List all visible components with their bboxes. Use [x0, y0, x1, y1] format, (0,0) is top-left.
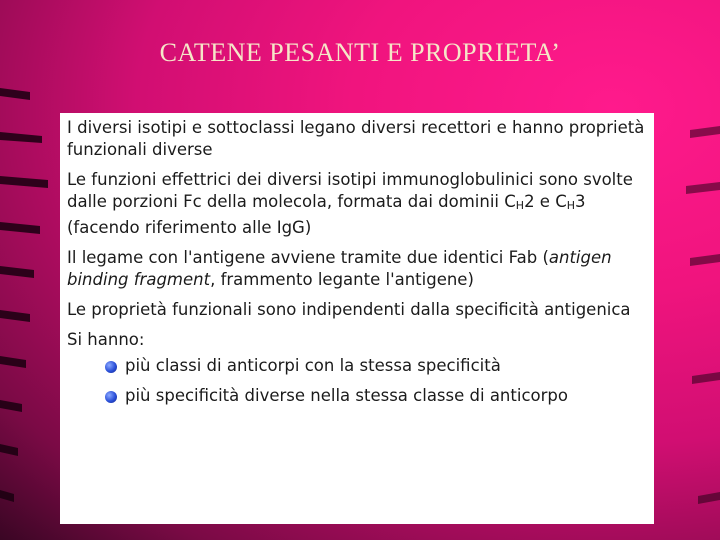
list-item	[105, 355, 652, 377]
slide-title: CATENE PESANTI E PROPRIETA’	[159, 38, 561, 67]
paragraph-si-hanno: Si hanno:	[67, 330, 145, 349]
paragraph-isotypes: I diversi isotipi e sottoclassi legano diversi recettori e hanno proprietà funzionali diverse	[67, 118, 645, 159]
bullet-text: più specificità diverse nella stessa classe di anticorpo	[125, 386, 568, 405]
paragraph-effector-functions	[67, 169, 652, 239]
content-panel	[60, 113, 654, 524]
paragraph-effector-text-b: 2 e C	[524, 192, 567, 211]
bullet-icon	[105, 391, 117, 403]
paragraph-effector-text-c: 3 (facendo riferimento alle IgG)	[67, 192, 586, 237]
paragraph-antigen-italic: antigen binding fragment	[67, 248, 612, 289]
bullet-icon	[105, 361, 117, 373]
content-body	[67, 117, 652, 415]
paragraph-antigen-text-b: , frammento legante l'antigene)	[210, 270, 474, 289]
paragraph-antigen-text-a: Il legame con l'antigene avviene tramite due identici Fab (	[67, 248, 549, 267]
paragraph-functional-properties: Le proprietà funzionali sono indipendenti dalla specificità antigenica	[67, 300, 631, 319]
subscript-h-1: H	[515, 199, 525, 212]
paragraph-effector-text-a: Le funzioni effettrici dei diversi isotipi immunoglobulinici sono svolte dalle porzioni Fc della molecola, formata dai dominii C	[67, 170, 633, 211]
list-item	[105, 385, 652, 407]
paragraph-antigen-binding	[67, 247, 652, 291]
bullet-list	[67, 355, 652, 407]
subscript-h-2: H	[566, 199, 576, 212]
bullet-text: più classi di anticorpi con la stessa specificità	[125, 356, 501, 375]
